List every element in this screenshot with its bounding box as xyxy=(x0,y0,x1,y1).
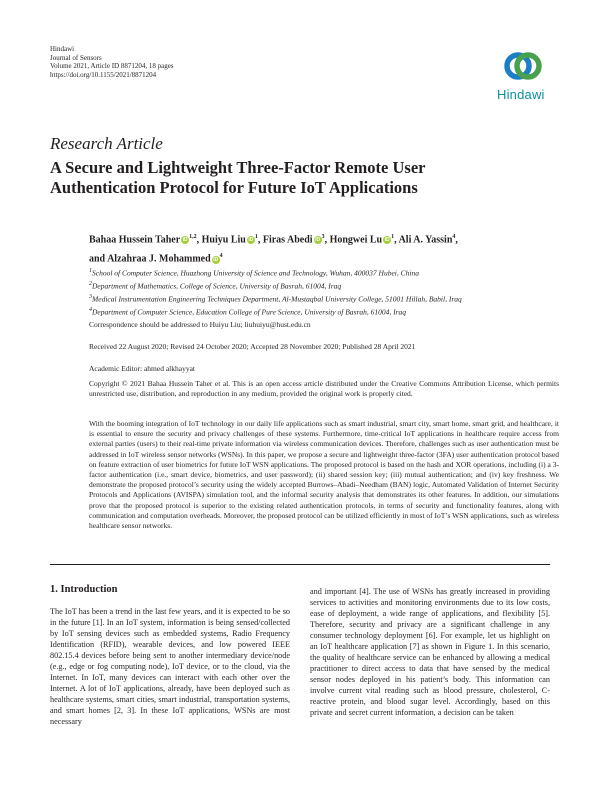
abstract: With the booming integration of IoT technology in our daily life applications such as smart industrial, smart city, smart home, smart grid, and healthcare, it is essential to ensure the security and privacy challenges of these systems. Furthermore, time-critical IoT applications in healthcare require access from external parties (users) to their real-time private information via wireless communication devices. Therefore, challenges such as user authentication must be addressed in IoT wireless sensor networks (WSNs). In this paper, we propose a secure and lightweight three-factor (3FA) user authentication protocol based on feature extraction of user biometrics for future IoT WSN applications. The proposed protocol is based on the hash and XOR operations, including (i) a 3-factor authentication (i.e., smart device, biometrics, and user password); (ii) shared session key; (iii) mutual authentication; and (iv) key freshness. We demonstrate the proposed protocol’s security using the widely accepted Burrows–Abadi–Needham (BAN) logic, Automated Validation of Internet Security Protocols and Applications (AVISPA) simulation tool, and the informal security analysis that demonstrates its other features. In addition, our simulations prove that the proposed protocol is superior to the existing related authentication protocols, in terms of security and functionality features, along with communication and computation overheads. Moreover, the proposed protocol can be utilized efficiently in most of IoT’s WSN applications, such as wireless healthcare sensor networks. xyxy=(89,419,559,531)
affiliation-item xyxy=(89,266,559,279)
logo-text: Hindawi xyxy=(497,87,545,102)
affiliation-number: 2 xyxy=(89,280,92,287)
hindawi-logo xyxy=(497,46,549,102)
body-column-left: The IoT has been a trend in the last few years, and it is expected to be so in the future [1]. In an IoT system, information is being sensed/collected by IoT sensing devices such as embedded systems, Radio Frequency Identification (RFID), wearable devices, and low powered IEEE 802.15.4 devices before being sent to another intermediary device/node (e.g., edge or fog computing node), IoT device, or to the cloud, via the Internet. In IoT, many devices can interact with each other over the Internet. A lot of IoT applications, already, have been deployed such as healthcare systems, smart cities, smart industrial, transportation systems, and smart homes [2, 3]. In these IoT applications, WSNs are most necessary xyxy=(50,607,290,726)
affiliation-text: Medical Instrumentation Engineering Techniques Department, Al-Mustaqbal University College, 51001 Hillah, Babil, Iraq xyxy=(92,294,462,304)
author-name: Ali A. Yassin xyxy=(398,234,453,246)
author-list xyxy=(89,229,559,268)
affiliation-text: Department of Mathematics, College of Science, University of Basrah, 61004, Iraq xyxy=(92,281,342,291)
orcid-icon[interactable]: iD xyxy=(248,237,254,244)
article-title: A Secure and Lightweight Three-Factor Remote User Authentication Protocol for Future IoT Applications xyxy=(50,158,426,197)
author-name: Bahaa Hussein Taher xyxy=(89,234,181,246)
author-separator: , xyxy=(394,234,399,246)
affiliation-item xyxy=(89,305,559,318)
author-name: Huiyu Liu xyxy=(201,234,246,246)
affiliation-number: 1 xyxy=(89,268,92,274)
author-affiliation-mark: 4 xyxy=(452,234,456,240)
section-divider xyxy=(50,564,550,565)
author-affiliation-mark: 1 xyxy=(391,234,395,240)
journal-name: Journal of Sensors xyxy=(50,53,102,62)
orcid-icon[interactable]: iD xyxy=(182,237,188,244)
orcid-icon[interactable]: iD xyxy=(384,237,390,244)
academic-editor: Academic Editor: ahmed alkhayyat xyxy=(89,364,195,373)
affiliation-text: School of Computer Science, Huazhong University of Science and Technology, Wuhan, 400037 Hubei, China xyxy=(92,268,419,278)
journal-info xyxy=(50,45,174,79)
author-affiliation-mark: 1,2 xyxy=(189,234,197,240)
author-name: Firas Abedi xyxy=(262,234,313,246)
affiliation-text: Department of Computer Science, Education College of Pure Science, University of Basrah, 61004, Iraq xyxy=(92,307,407,317)
author-name: Hongwei Lu xyxy=(329,234,383,246)
author-separator: , xyxy=(257,234,263,246)
author-affiliation-mark: 1 xyxy=(254,234,258,240)
publication-dates: Received 22 August 2020; Revised 24 October 2020; Accepted 28 November 2020; Published 28 April 2021 xyxy=(89,342,416,351)
author-separator: , xyxy=(196,234,202,246)
author-affiliation-mark: 3 xyxy=(321,234,325,240)
author-separator: , xyxy=(324,234,330,246)
affiliation-item xyxy=(89,279,559,292)
affiliation-number: 4 xyxy=(89,306,92,313)
article-type: Research Article xyxy=(50,134,163,153)
author-affiliation-mark: 4 xyxy=(219,253,223,260)
section-heading: 1. Introduction xyxy=(50,584,118,595)
author-separator: , xyxy=(455,234,458,246)
publisher-name: Hindawi xyxy=(50,45,75,53)
affiliation-number: 3 xyxy=(89,293,92,300)
hindawi-logo-icon xyxy=(502,46,544,86)
author-name: and Alzahraa J. Mohammed xyxy=(89,253,211,265)
doi-link[interactable]: https://doi.org/10.1155/2021/8871204 xyxy=(50,70,157,79)
correspondence: Correspondence should be addressed to Huiyu Liu; liuhuiyu@hust.edu.cn xyxy=(89,320,311,329)
volume-info: Volume 2021, Article ID 8871204, 18 pages xyxy=(50,62,174,71)
orcid-icon[interactable]: iD xyxy=(213,256,219,263)
affiliation-item xyxy=(89,292,559,305)
body-column-right: and important [4]. The use of WSNs has greatly increased in providing services to activities and monitoring environments due to its low costs, ease of deployment, a wide range of applications, and flexibility [5]. Therefore, security and privacy are a significant challenge in any consumer technology deployment [6]. For example, let us highlight on an IoT healthcare application [7] as shown in Figure 1. In this scenario, the quality of healthcare service can be enhanced by allowing a medical practitioner to direct access to data that have sensed by the medical sensor nodes deployed in his patient’s body. This information can involve current vital reading such as blood pressure, cholesterol, C-reactive protein, and blood sugar level. Accordingly, based on this private and secret current information, a decision can be taken xyxy=(310,587,550,717)
orcid-icon[interactable]: iD xyxy=(315,237,321,244)
affiliation-list xyxy=(89,266,559,318)
copyright-notice: Copyright © 2021 Bahaa Hussein Taher et al. This is an open access article distributed under the Creative Commons Attribution License, which permits unrestricted use, distribution, and reproduction in any medium, provided the original work is properly cited. xyxy=(89,379,559,399)
